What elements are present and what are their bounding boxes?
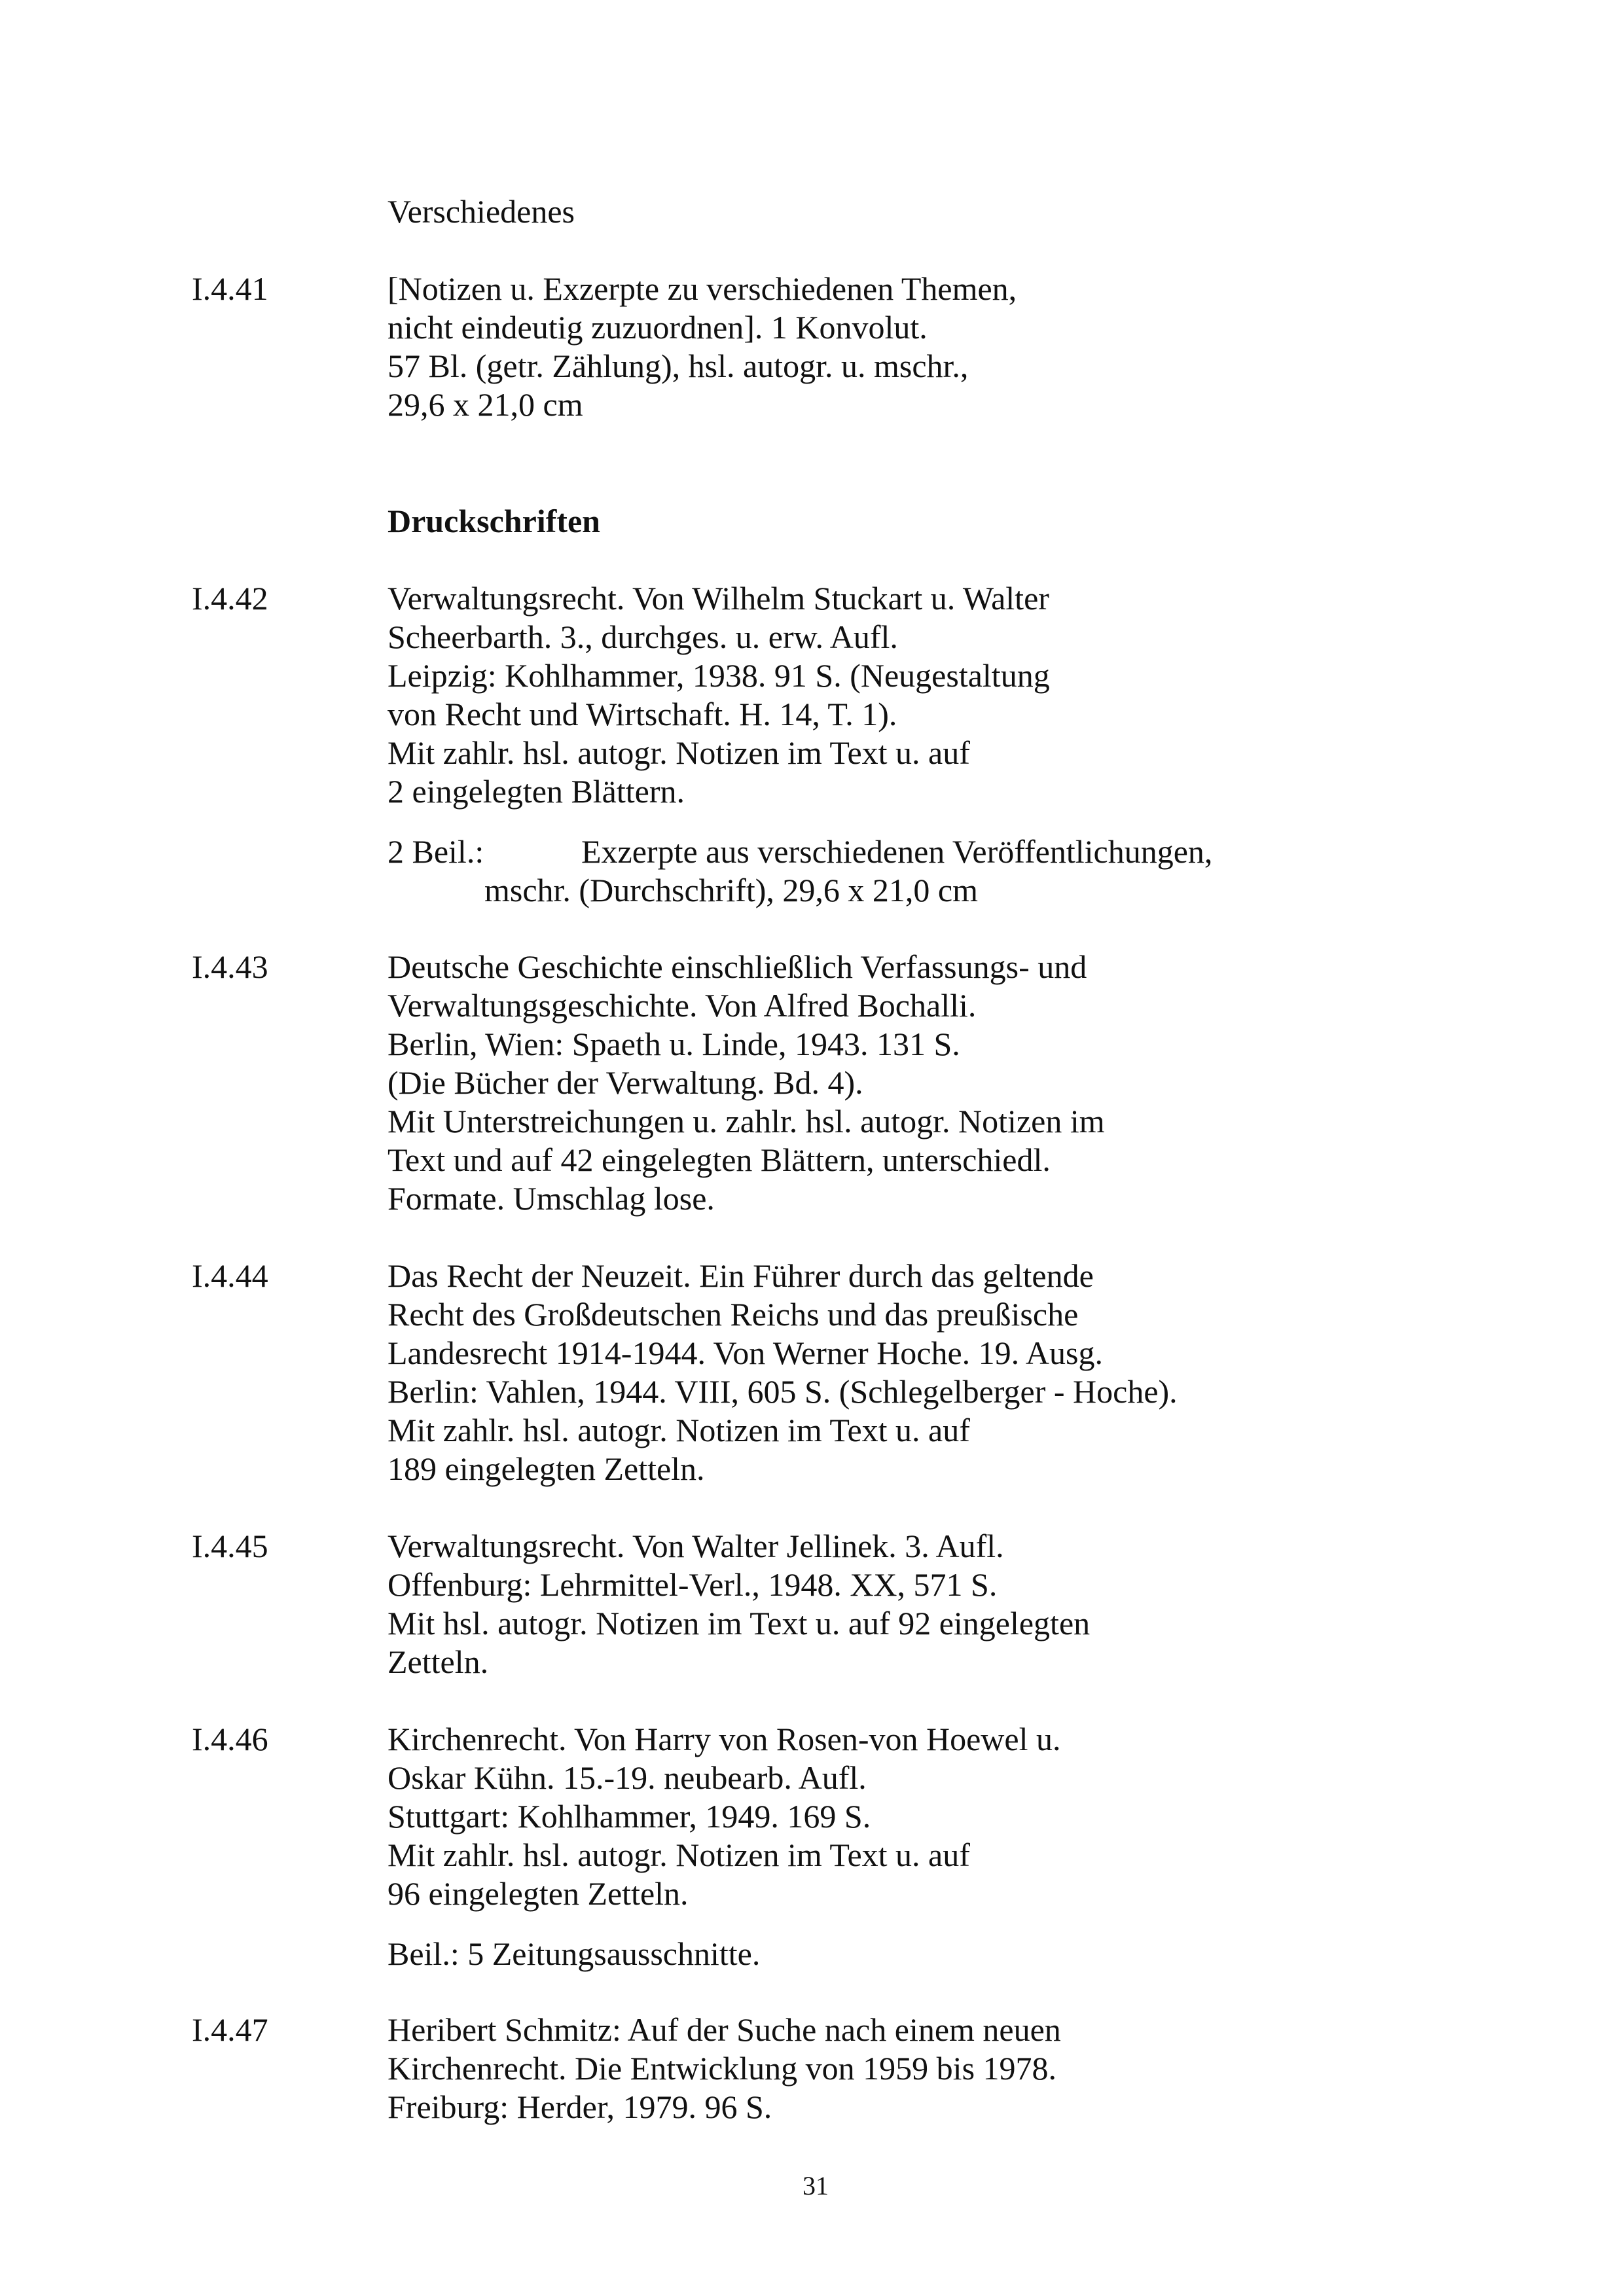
entry-line: Mit zahlr. hsl. autogr. Notizen im Text u. auf [388,1837,970,1873]
entry-line: [Notizen u. Exzerpte zu verschiedenen Themen, [388,270,1017,307]
entry-line: (Die Bücher der Verwaltung. Bd. 4). [388,1064,863,1101]
entry-line: Verwaltungsrecht. Von Walter Jellinek. 3. Aufl. [388,1528,1004,1564]
entry-line: Recht des Großdeutschen Reichs und das preußische [388,1296,1079,1333]
entry-line: Text und auf 42 eingelegten Blättern, unterschiedl. [388,1141,1051,1178]
entry-line: Mit zahlr. hsl. autogr. Notizen im Text u. auf [388,734,970,771]
entry-line: Das Recht der Neuzeit. Ein Führer durch das geltende [388,1257,1094,1294]
entry-line: Berlin: Vahlen, 1944. VIII, 605 S. (Schlegelberger - Hoche). [388,1373,1178,1410]
entry-line: Formate. Umschlag lose. [388,1180,715,1217]
entry-line: Kirchenrecht. Die Entwicklung von 1959 bis 1978. [388,2050,1057,2087]
entry-number: I.4.42 [192,580,268,617]
entry-line: 189 eingelegten Zetteln. [388,1450,705,1487]
entry-line: Verwaltungsgeschichte. Von Alfred Bochalli. [388,987,977,1024]
entry-number: I.4.47 [192,2011,268,2048]
entry-number: I.4.44 [192,1257,268,1294]
entry-line: 96 eingelegten Zetteln. [388,1875,689,1912]
entry-line: Heribert Schmitz: Auf der Suche nach einem neuen [388,2011,1061,2048]
entry-line: Freiburg: Herder, 1979. 96 S. [388,2089,772,2125]
entry-line: Oskar Kühn. 15.-19. neubearb. Aufl. [388,1759,867,1796]
section-heading-druckschriften: Druckschriften [388,503,600,539]
entry-line: von Recht und Wirtschaft. H. 14, T. 1). [388,696,897,732]
entry-line: nicht eindeutig zuzuordnen]. 1 Konvolut. [388,309,928,346]
entry-line: Stuttgart: Kohlhammer, 1949. 169 S. [388,1798,871,1835]
entry-line: Deutsche Geschichte einschließlich Verfassungs- und [388,948,1087,985]
entry-line: Zetteln. [388,1643,489,1680]
entry-line: Mit Unterstreichungen u. zahlr. hsl. autogr. Notizen im [388,1103,1105,1139]
entry-line: Landesrecht 1914-1944. Von Werner Hoche. 19. Ausg. [388,1335,1103,1371]
entry-line: Verwaltungsrecht. Von Wilhelm Stuckart u. Walter [388,580,1049,617]
entry-line: 57 Bl. (getr. Zählung), hsl. autogr. u. mschr., [388,348,969,384]
entry-number: I.4.46 [192,1721,268,1757]
supplement-line: mschr. (Durchschrift), 29,6 x 21,0 cm [484,872,979,908]
supplement-label: 2 Beil.: [388,833,484,870]
entry-line: 29,6 x 21,0 cm [388,386,583,423]
entry-number: I.4.41 [192,270,268,307]
entry-line: Leipzig: Kohlhammer, 1938. 91 S. (Neugestaltung [388,657,1050,694]
page-number: 31 [803,2171,829,2200]
supplement-note: Beil.: 5 Zeitungsausschnitte. [388,1935,761,1972]
supplement-line: Exzerpte aus verschiedenen Veröffentlichungen, [581,833,1213,870]
entry-line: Scheerbarth. 3., durchges. u. erw. Aufl. [388,619,898,655]
entry-number: I.4.45 [192,1528,268,1564]
entry-line: Kirchenrecht. Von Harry von Rosen-von Hoewel u. [388,1721,1061,1757]
entry-line: Berlin, Wien: Spaeth u. Linde, 1943. 131 S. [388,1026,960,1062]
entry-line: 2 eingelegten Blättern. [388,773,685,810]
entry-line: Mit hsl. autogr. Notizen im Text u. auf 92 eingelegten [388,1605,1091,1641]
entry-line: Mit zahlr. hsl. autogr. Notizen im Text u. auf [388,1412,970,1448]
entry-number: I.4.43 [192,948,268,985]
entry-line: Offenburg: Lehrmittel-Verl., 1948. XX, 571 S. [388,1566,998,1603]
section-heading-verschiedenes: Verschiedenes [388,193,575,230]
